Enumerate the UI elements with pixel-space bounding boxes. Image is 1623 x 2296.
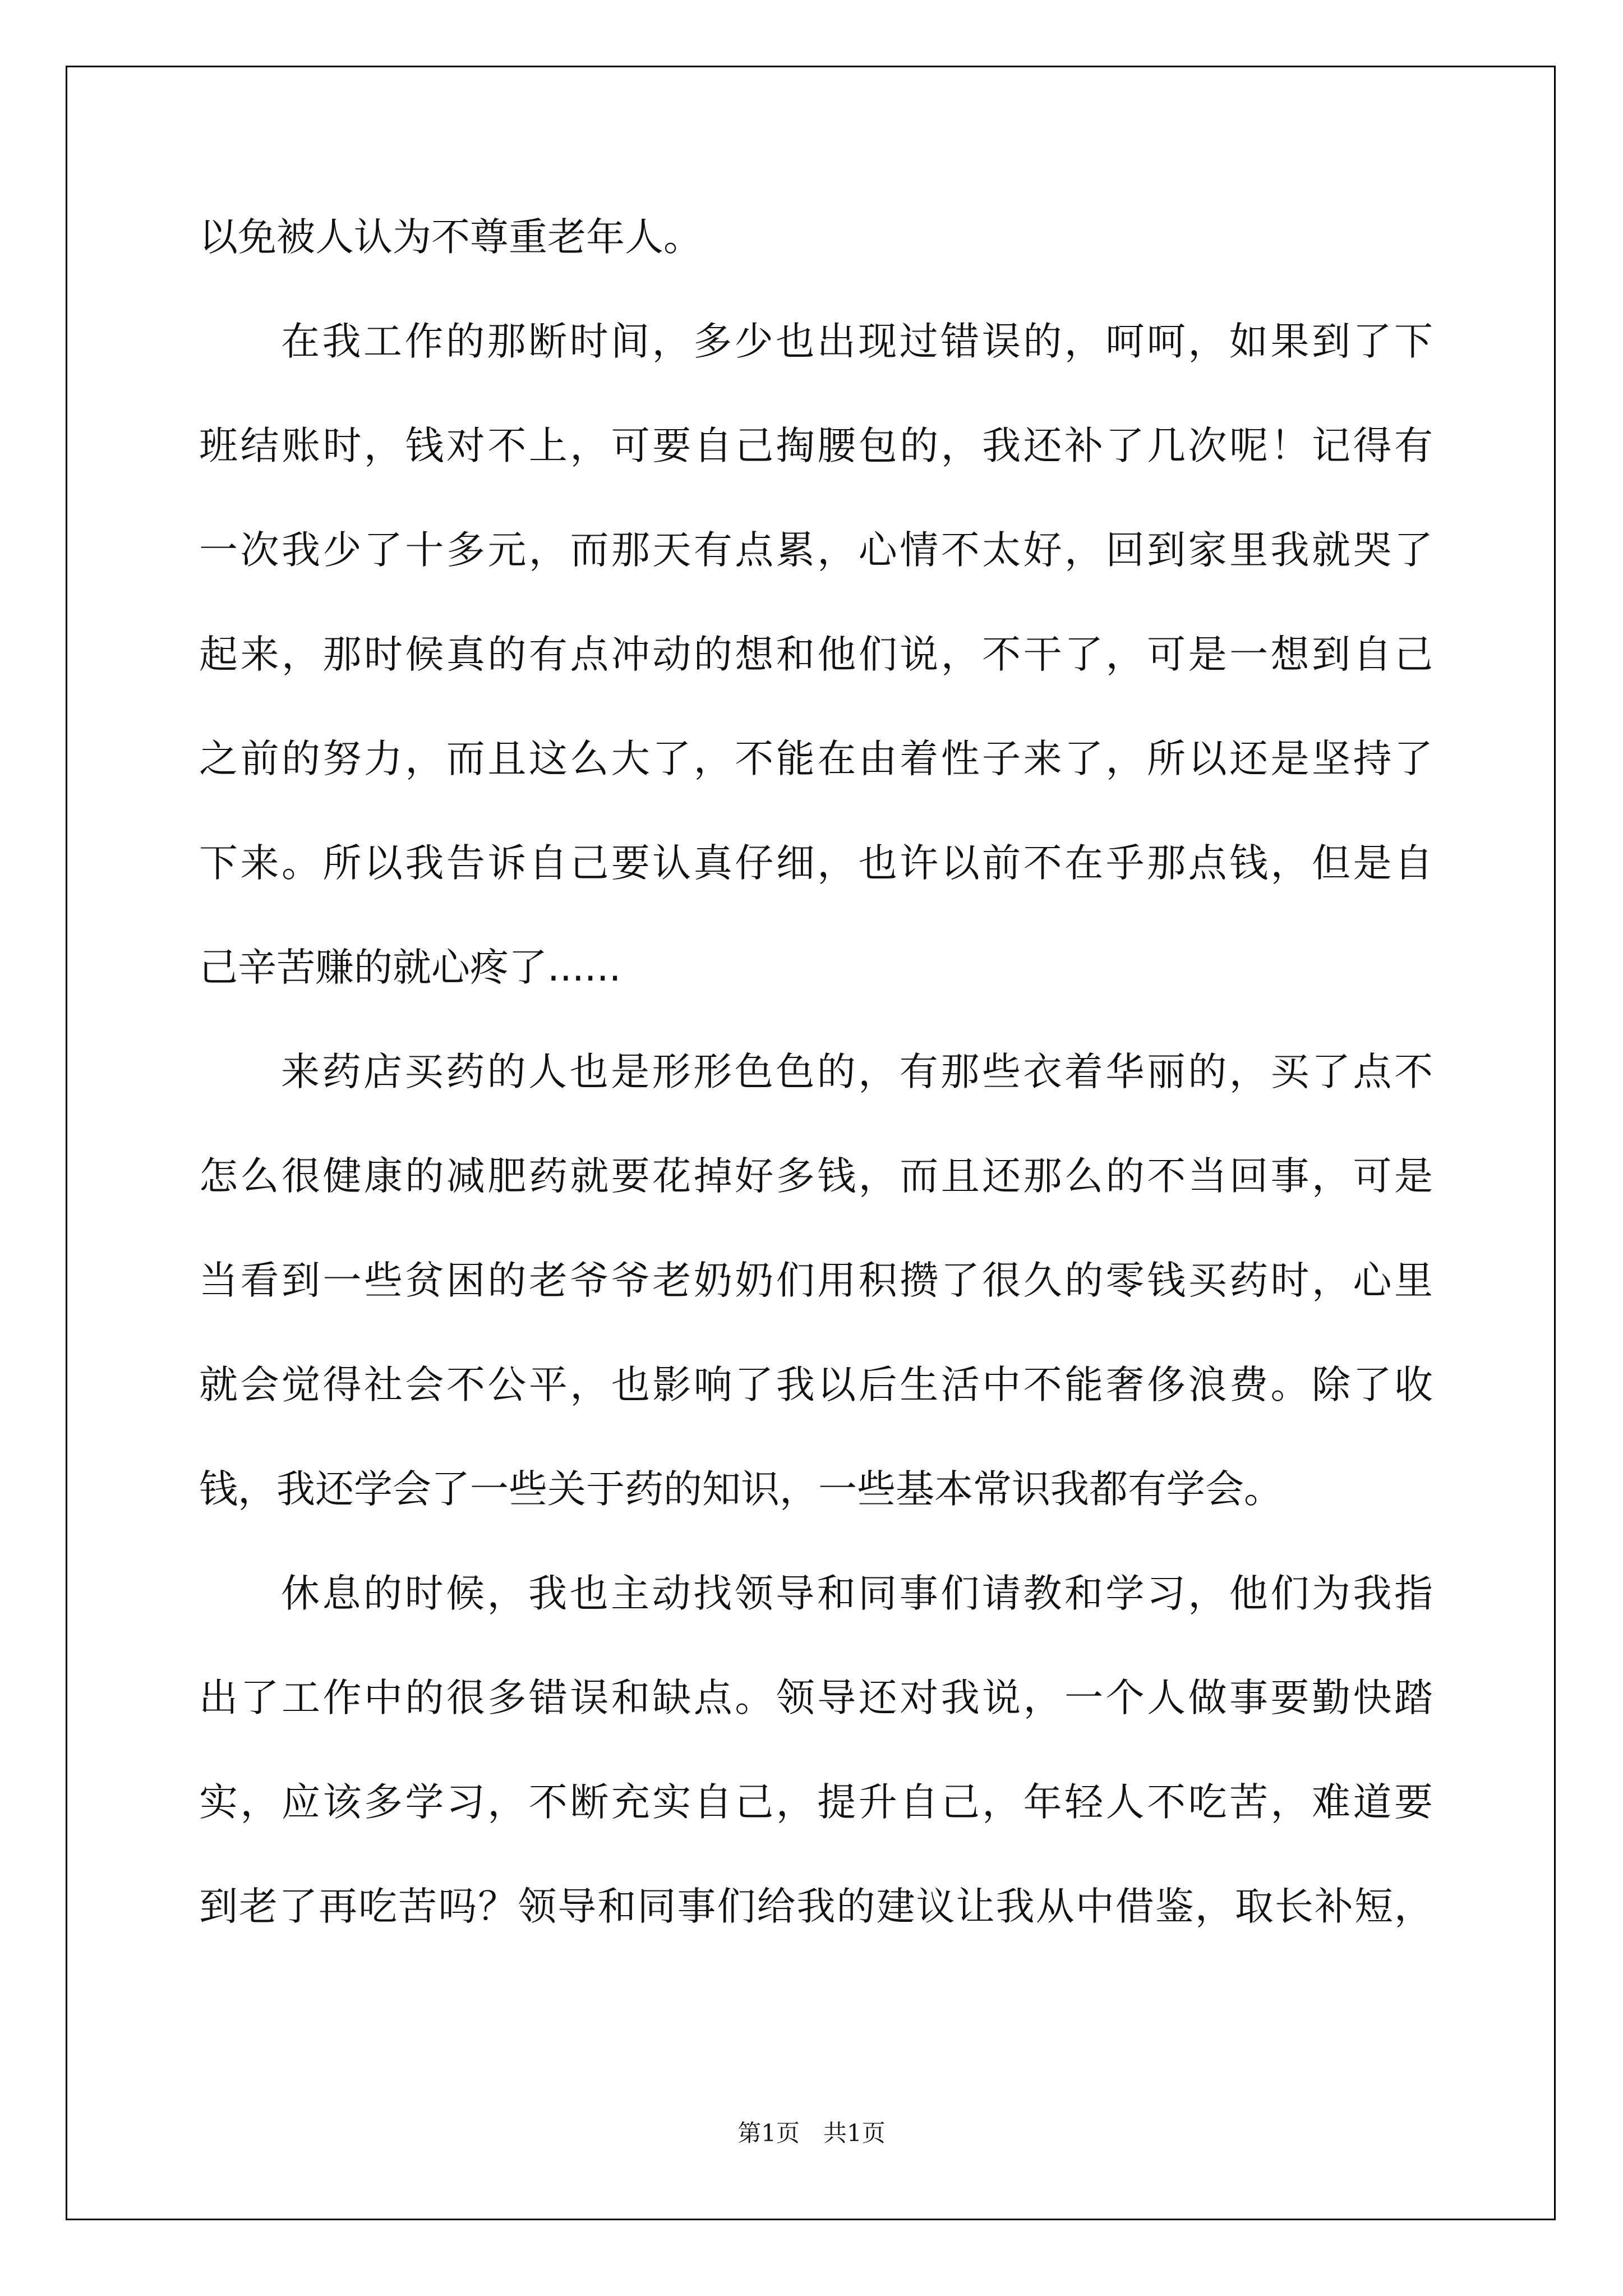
text-line: 休息的时候，我也主动找领导和同事们请教和学习，他们为我指 bbox=[281, 1571, 1433, 1616]
text-line: 起来，那时候真的有点冲动的想和他们说，不干了，可是一想到自己 bbox=[199, 632, 1433, 677]
text-line: 之前的努力，而且这么大了，不能在由着性子来了，所以还是坚持了 bbox=[199, 737, 1433, 781]
text-line: 钱，我还学会了一些关于药的知识，一些基本常识我都有学会。 bbox=[199, 1467, 1283, 1512]
text-line: 以免被人认为不尊重老年人。 bbox=[199, 215, 702, 260]
text-line: 到老了再吃苦吗？领导和同事们给我的建议让我从中借鉴，取长补短， bbox=[199, 1884, 1433, 1929]
text-line: 就会觉得社会不公平，也影响了我以后生活中不能奢侈浪费。除了收 bbox=[199, 1363, 1433, 1407]
text-line: 来药店买药的人也是形形色色的，有那些衣着华丽的，买了点不 bbox=[281, 1050, 1433, 1094]
text-line: 班结账时，钱对不上，可要自己掏腰包的，我还补了几次呢！记得有 bbox=[199, 424, 1433, 468]
text-line: 在我工作的那断时间，多少也出现过错误的，呵呵，如果到了下 bbox=[281, 319, 1433, 364]
text-line: 实，应该多学习，不断充实自己，提升自己，年轻人不吃苦，难道要 bbox=[199, 1780, 1433, 1825]
text-line: 己辛苦赚的就心疼了...... bbox=[199, 945, 621, 990]
text-line: 一次我少了十多元，而那天有点累，心情不太好，回到家里我就哭了 bbox=[199, 528, 1433, 573]
page-number-footer: 第1页 共1页 bbox=[737, 2119, 886, 2147]
text-line: 当看到一些贫困的老爷爷老奶奶们用积攒了很久的零钱买药时，心里 bbox=[199, 1258, 1433, 1303]
text-line: 出了工作中的很多错误和缺点。领导还对我说，一个人做事要勤快踏 bbox=[199, 1676, 1433, 1720]
document-body bbox=[199, 185, 1433, 1959]
text-line: 下来。所以我告诉自己要认真仔细，也许以前不在乎那点钱，但是自 bbox=[199, 841, 1433, 886]
text-line: 怎么很健康的减肥药就要花掉好多钱，而且还那么的不当回事，可是 bbox=[199, 1154, 1433, 1199]
